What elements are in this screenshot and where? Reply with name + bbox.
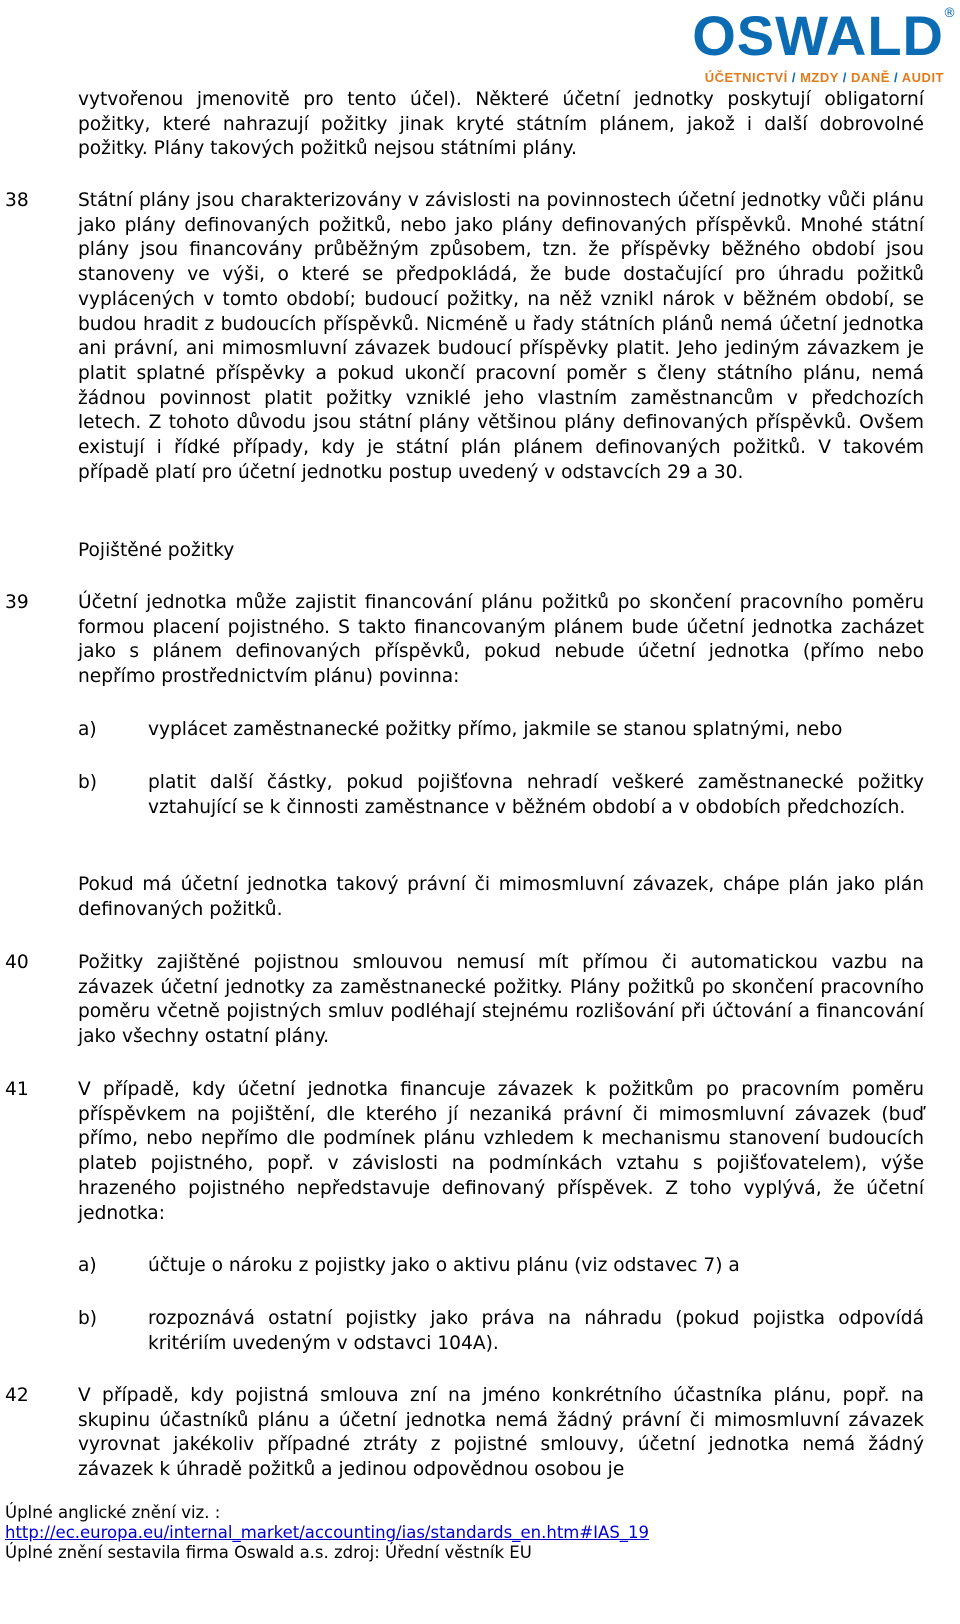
paragraph-number-40: 40 [5,952,29,973]
paragraph-39: Účetní jednotka může zajistit financování plánu požitků po skončení pracovního poměru formou placení pojistného. S takto financovaným plánem bude účetní jednotka zacházet jako s plánem definovaných příspěvků, pokud nebude účetní jednotka (přímo nebo nepřímo prostřednictvím plánu) povinna: [78,592,924,688]
footer [5,1503,649,1563]
tagline-item: AUDIT [901,70,944,85]
footer-line-1: Úplné anglické znění viz. : [5,1503,221,1522]
paragraph-40: Požitky zajištěné pojistnou smlouvou nemusí mít přímou či automatickou vazbu na závazek účetní jednotky za zaměstnanecké požitky. Plány požitků po skončení pracovního poměru včetně pojistných smluv podléhají stejnému rozlišování při účtování a financování jako všechny ostatní plány. [78,952,924,1048]
paragraph-number-39: 39 [5,592,29,613]
paragraph-38: Státní plány jsou charakterizovány v závislosti na povinnostech účetní jednotky vůči plánu jako plány definovaných požitků, nebo jako plány definovaných příspěvků. Mnohé státní plány jsou financovány průběžným způsobem, tzn. že příspěvky běžného období jsou stanoveny ve výši, o které se předpokládá, že bude dostačující pro úhradu požitků vyplácených v tomto období; budoucí požitky, na něž vznikl nárok v běžném období, se budou hradit z budoucích příspěvků. Nicméně u řady státních plánů nemá účetní jednotka ani právní, ani mimosmluvní závazek budoucí příspěvky platit. Jeho jediným závazkem je platit splatné příspěvky a pokud ukončí pracovní poměr s členy státního plánu, nemá žádnou povinnost platit požitky vzniklé jeho vlastním zaměstnancům v předchozích letech. Z tohoto důvodu jsou státní plány většinou plány definovaných příspěvků. Ovšem existují i řídké případy, kdy je státní plán plánem definovaných požitků. V takovém případě platí pro účetní jednotku postup uvedený v odstavcích 29 a 30. [78,190,924,483]
list-item-letter-a: a) [78,719,97,740]
logo-tagline [705,70,944,85]
logo-brand: OSWALD [692,4,944,67]
tagline-item: ÚČETNICTVÍ [704,70,788,85]
tagline-separator: / [842,70,847,85]
tagline-separator: / [894,70,899,85]
footer-line-3: Úplné znění sestavila firma Oswald a.s. zdroj: Úřední věstník EU [5,1543,532,1562]
list-item-41a: účtuje o nároku z pojistky jako o aktivu plánu (viz odstavec 7) a [148,1255,740,1276]
paragraph-42: V případě, kdy pojistná smlouva zní na jméno konkrétního účastníka plánu, popř. na skupinu účastníků plánu a účetní jednotka nemá žádný právní či mimosmluvní závazek vyrovnat jakékoliv případné ztráty z pojistné smlouvy, účetní jednotka nemá žádný závazek k úhradě požitků a jedinou odpovědnou osobou je [78,1385,924,1481]
list-item-letter-b: b) [78,772,98,793]
paragraph-39-tail: Pokud má účetní jednotka takový právní či mimosmluvní závazek, chápe plán jako plán definovaných požitků. [78,874,924,920]
paragraph-number-42: 42 [5,1385,29,1406]
paragraph-41: V případě, kdy účetní jednotka financuje závazek k požitkům po pracovním poměru příspěvkem na pojištění, dle kterého jí nezaniká právní či mimosmluvní závazek (buď přímo, nebo nepřímo dle podmínek plánu vzhledem k mechanismu stanovení budoucích plateb pojistného, popř. v závislosti na podmínkách vztahu s pojišťovatelem), výše hrazeného pojistného nepředstavuje definovaný příspěvek. Z toho vyplývá, že účetní jednotka: [78,1079,924,1224]
section-heading-insured-benefits: Pojištěné požitky [78,540,235,561]
list-item-39b: platit další částky, pokud pojišťovna nehradí veškeré zaměstnanecké požitky vztahující se k činnosti zaměstnance v běžném období a v obdobích předchozích. [148,772,924,818]
list-item-41b: rozpoznává ostatní pojistky jako práva na náhradu (pokud pojistka odpovídá kritériím uvedeným v odstavci 104A). [148,1308,924,1354]
footer-link[interactable]: http://ec.europa.eu/internal_market/accounting/ias/standards_en.htm#IAS_19 [5,1523,650,1542]
tagline-item: MZDY [800,70,839,85]
list-item-letter-a: a) [78,1255,97,1276]
oswald-logo [654,4,956,86]
list-item-39a: vyplácet zaměstnanecké požitky přímo, jakmile se stanou splatnými, nebo [148,719,843,740]
logo-registered-mark: ® [943,6,956,21]
tagline-item: DANĚ [851,70,890,85]
paragraph-intro: vytvořenou jmenovitě pro tento účel). Některé účetní jednotky poskytují obligatorní požitky, které nahrazují požitky jinak kryté státním plánem, jakož i další dobrovolné požitky. Plány takových požitků nejsou státními plány. [78,89,924,160]
paragraph-number-41: 41 [5,1079,29,1100]
paragraph-number-38: 38 [5,190,29,211]
tagline-separator: / [791,70,796,85]
list-item-letter-b: b) [78,1308,98,1329]
